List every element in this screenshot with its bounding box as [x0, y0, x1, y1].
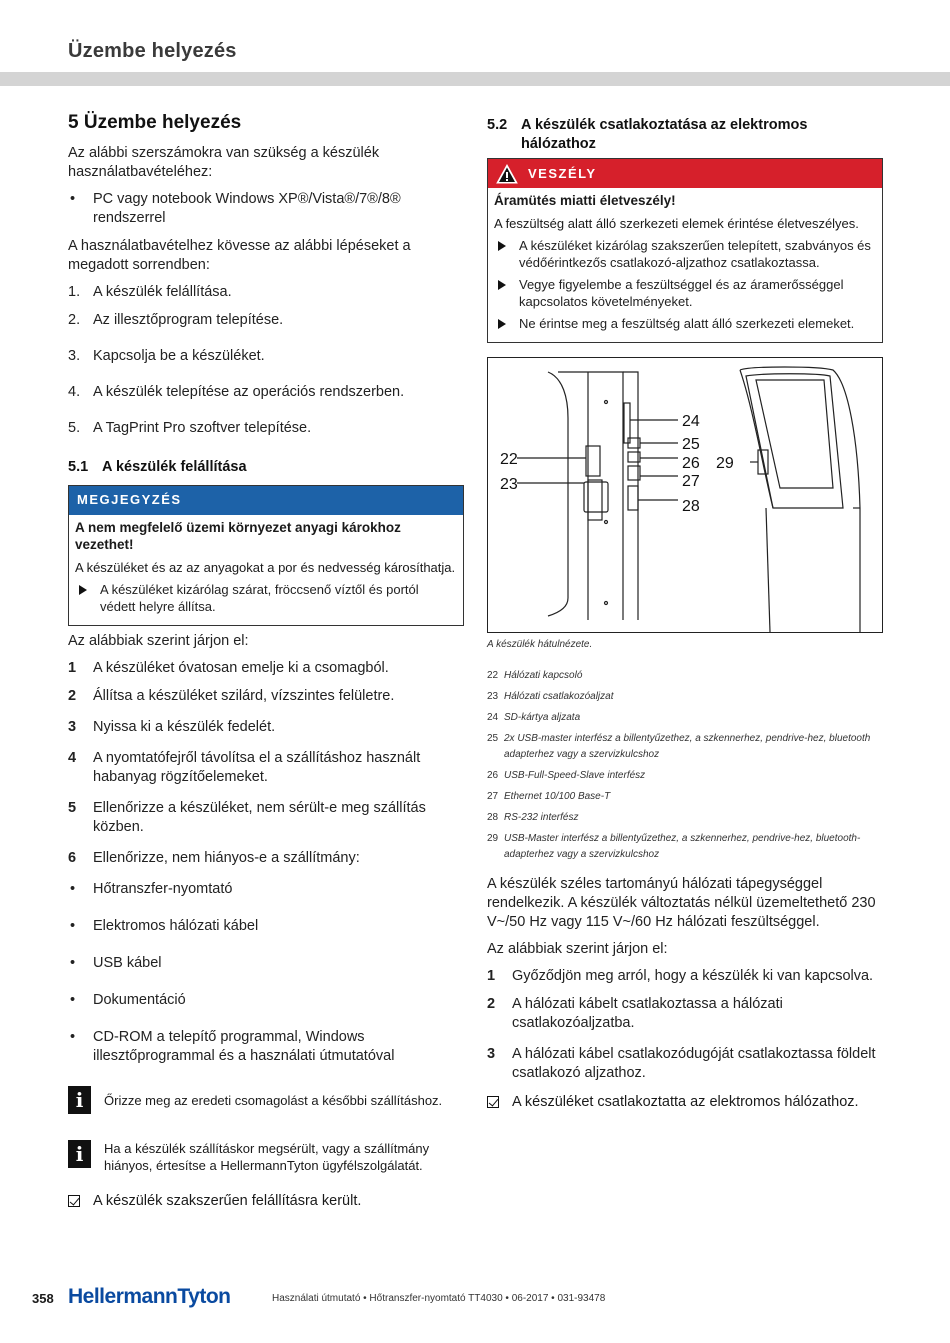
section-5-title: 5 Üzembe helyezés	[68, 112, 242, 133]
section-5-1-title: 5.1 A készülék felállítása	[68, 459, 247, 475]
legend-item: 28 RS-232 interfész	[487, 812, 579, 823]
arrow-icon	[498, 319, 506, 329]
proceed-text: Az alábbiak szerint járjon el:	[487, 941, 668, 957]
printer-rear-figure	[487, 357, 883, 633]
list-item: 3 A hálózati kábel csatlakozódugóját csatlakoztassa földelt csatlakozó aljzathoz.	[487, 1046, 876, 1081]
list-item: • Hőtranszfer-nyomtató	[70, 881, 233, 897]
danger-item: Vegye figyelembe a feszültséggel és az áramerősséggel kapcsolatos követelményeket.	[494, 276, 876, 310]
list-item: 2 A hálózati kábelt csatlakoztassa a hálózati csatlakozóaljzatba.	[487, 996, 783, 1031]
legend-item: 23 Hálózati csatlakozóaljzat	[487, 691, 614, 702]
right-column	[487, 112, 883, 1112]
figure-caption: A készülék hátulnézete.	[487, 639, 593, 650]
legend-item: 29 USB-Master interfész a billentyűzethez, a szkennerhez, pendrive-hez, bluetooth-adapterhez vagy a szervizkulcshoz	[487, 833, 861, 860]
danger-item: Ne érintse meg a feszültség alatt álló szerkezeti elemeket.	[494, 315, 876, 332]
list-item: 2. Az illesztőprogram telepítése.	[68, 312, 284, 328]
list-item: 6 Ellenőrizze, nem hiányos-e a szállítmány:	[68, 850, 360, 866]
connect-steps	[487, 967, 883, 1083]
order-text: A használatbavételhez kövesse az alábbi lépéseket a megadott sorrendben:	[68, 238, 411, 273]
legend-item: 26 USB-Full-Speed-Slave interfész	[487, 770, 646, 781]
figure-label-25: 25	[682, 436, 700, 453]
info-icon: i	[68, 1140, 91, 1168]
tools-list	[68, 190, 464, 228]
result-check: A készüléket csatlakoztatta az elektromos hálózathoz.	[487, 1093, 883, 1112]
header-title: Üzembe helyezés	[68, 40, 237, 62]
figure-legend	[487, 668, 883, 863]
brand-logo: HellermannTyton	[68, 1285, 231, 1308]
list-item: • Dokumentáció	[70, 992, 186, 1008]
arrow-icon	[79, 585, 87, 595]
list-item: 3 Nyissa ki a készülék fedelét.	[68, 719, 276, 735]
figure-label-26: 26	[682, 455, 700, 472]
section-5-2-title: 5.2 A készülék csatlakoztatása az elektromos hálózathoz	[487, 117, 808, 152]
figure-label-29: 29	[716, 455, 734, 472]
note-header: MEGJEGYZÉS	[69, 486, 463, 515]
power-text: A készülék széles tartományú hálózati tápegységgel rendelkezik. A készülék változtatás nélkül üzemeltethető 230 V~/50 Hz vagy 115 V~/60 Hz hálózati feszültséggel.	[487, 876, 876, 930]
info-note-1: i Őrizze meg az eredeti csomagolást a későbbi szállításhoz.	[68, 1086, 464, 1116]
list-item: • Elektromos hálózati kábel	[70, 918, 259, 934]
header-bar	[0, 72, 950, 86]
left-column	[68, 112, 464, 1211]
list-item: 3. Kapcsolja be a készüléket.	[68, 348, 265, 364]
list-item: • USB kábel	[70, 955, 162, 971]
contents-list	[68, 880, 464, 1066]
list-item: 4. A készülék telepítése az operációs rendszerben.	[68, 384, 405, 400]
checkbox-icon	[487, 1096, 499, 1108]
page-number: 358	[32, 1291, 54, 1306]
list-item: 1 A készüléket óvatosan emelje ki a csomagból.	[68, 660, 389, 676]
order-steps	[68, 283, 464, 438]
list-item: • CD-ROM a telepítő programmal, Windows illesztőprogrammal és a használati útmutatóval	[70, 1029, 395, 1064]
legend-item: 24 SD-kártya aljzata	[487, 712, 581, 723]
note-box	[68, 485, 464, 626]
figure-label-24: 24	[682, 413, 700, 430]
figure-label-22: 22	[500, 451, 518, 468]
figure-label-23: 23	[500, 476, 518, 493]
proceed-text: Az alábbiak szerint járjon el:	[68, 633, 249, 649]
legend-item: 22 Hálózati kapcsoló	[487, 670, 583, 681]
setup-steps	[68, 659, 464, 868]
danger-box	[487, 158, 883, 343]
info-note-2: i Ha a készülék szállításkor megsérült, vagy a szállítmány hiányos, értesítse a HellermannTyton ügyfélszolgálatát.	[68, 1140, 464, 1174]
legend-item: 27 Ethernet 10/100 Base-T	[487, 791, 611, 802]
list-item: • PC vagy notebook Windows XP®/Vista®/7®/8® rendszerrel	[70, 191, 401, 226]
figure-label-28: 28	[682, 498, 700, 515]
figure-label-27: 27	[682, 473, 700, 490]
danger-text: A feszültség alatt álló szerkezeti elemek érintése életveszélyes.	[494, 216, 859, 231]
list-item: 5 Ellenőrizze a készüléket, nem sérült-e meg szállítás közben.	[68, 800, 426, 835]
danger-item: A készüléket kizárólag szakszerűen telepített, szabványos és védőérintkezős csatlakozó-aljzathoz csatlakoztassa.	[494, 237, 876, 271]
list-item: 2 Állítsa a készüléket szilárd, vízszintes felületre.	[68, 688, 395, 704]
danger-strong: Áramütés miatti életveszély!	[494, 193, 676, 208]
note-item: A készüléket kizárólag szárat, fröccsenő víztől és portól védett helyre állítsa.	[75, 581, 457, 615]
list-item: 4 A nyomtatófejről távolítsa el a szállításhoz használt habanyag rögzítőelemeket.	[68, 750, 421, 785]
arrow-icon	[498, 280, 506, 290]
result-check: A készülék szakszerűen felállításra került.	[68, 1192, 464, 1211]
warning-triangle-icon	[496, 164, 518, 184]
intro-text: Az alábbi szerszámokra van szükség a készülék használatbavételéhez:	[68, 145, 380, 180]
list-item: 5. A TagPrint Pro szoftver telepítése.	[68, 420, 312, 436]
footer-text: Használati útmutató • Hőtranszfer-nyomtató TT4030 • 06-2017 • 031-93478	[272, 1293, 606, 1304]
danger-header: VESZÉLY	[528, 166, 597, 181]
legend-item: 25 2x USB-master interfész a billentyűzethez, a szkennerhez, pendrive-hez, bluetooth adapterhez vagy a szervizkulcshoz	[487, 733, 871, 760]
list-item: 1. A készülék felállítása.	[68, 284, 232, 300]
note-text: A készüléket és az az anyagokat a por és nedvesség károsíthatja.	[75, 560, 456, 575]
footer	[0, 1285, 950, 1315]
info-icon: i	[68, 1086, 91, 1114]
checkbox-icon	[68, 1195, 80, 1207]
note-strong: A nem megfelelő üzemi környezet anyagi károkhoz vezethet!	[75, 520, 401, 552]
printer-rear-drawing	[488, 358, 882, 632]
arrow-icon	[498, 241, 506, 251]
list-item: 1 Győződjön meg arról, hogy a készülék ki van kapcsolva.	[487, 968, 874, 984]
